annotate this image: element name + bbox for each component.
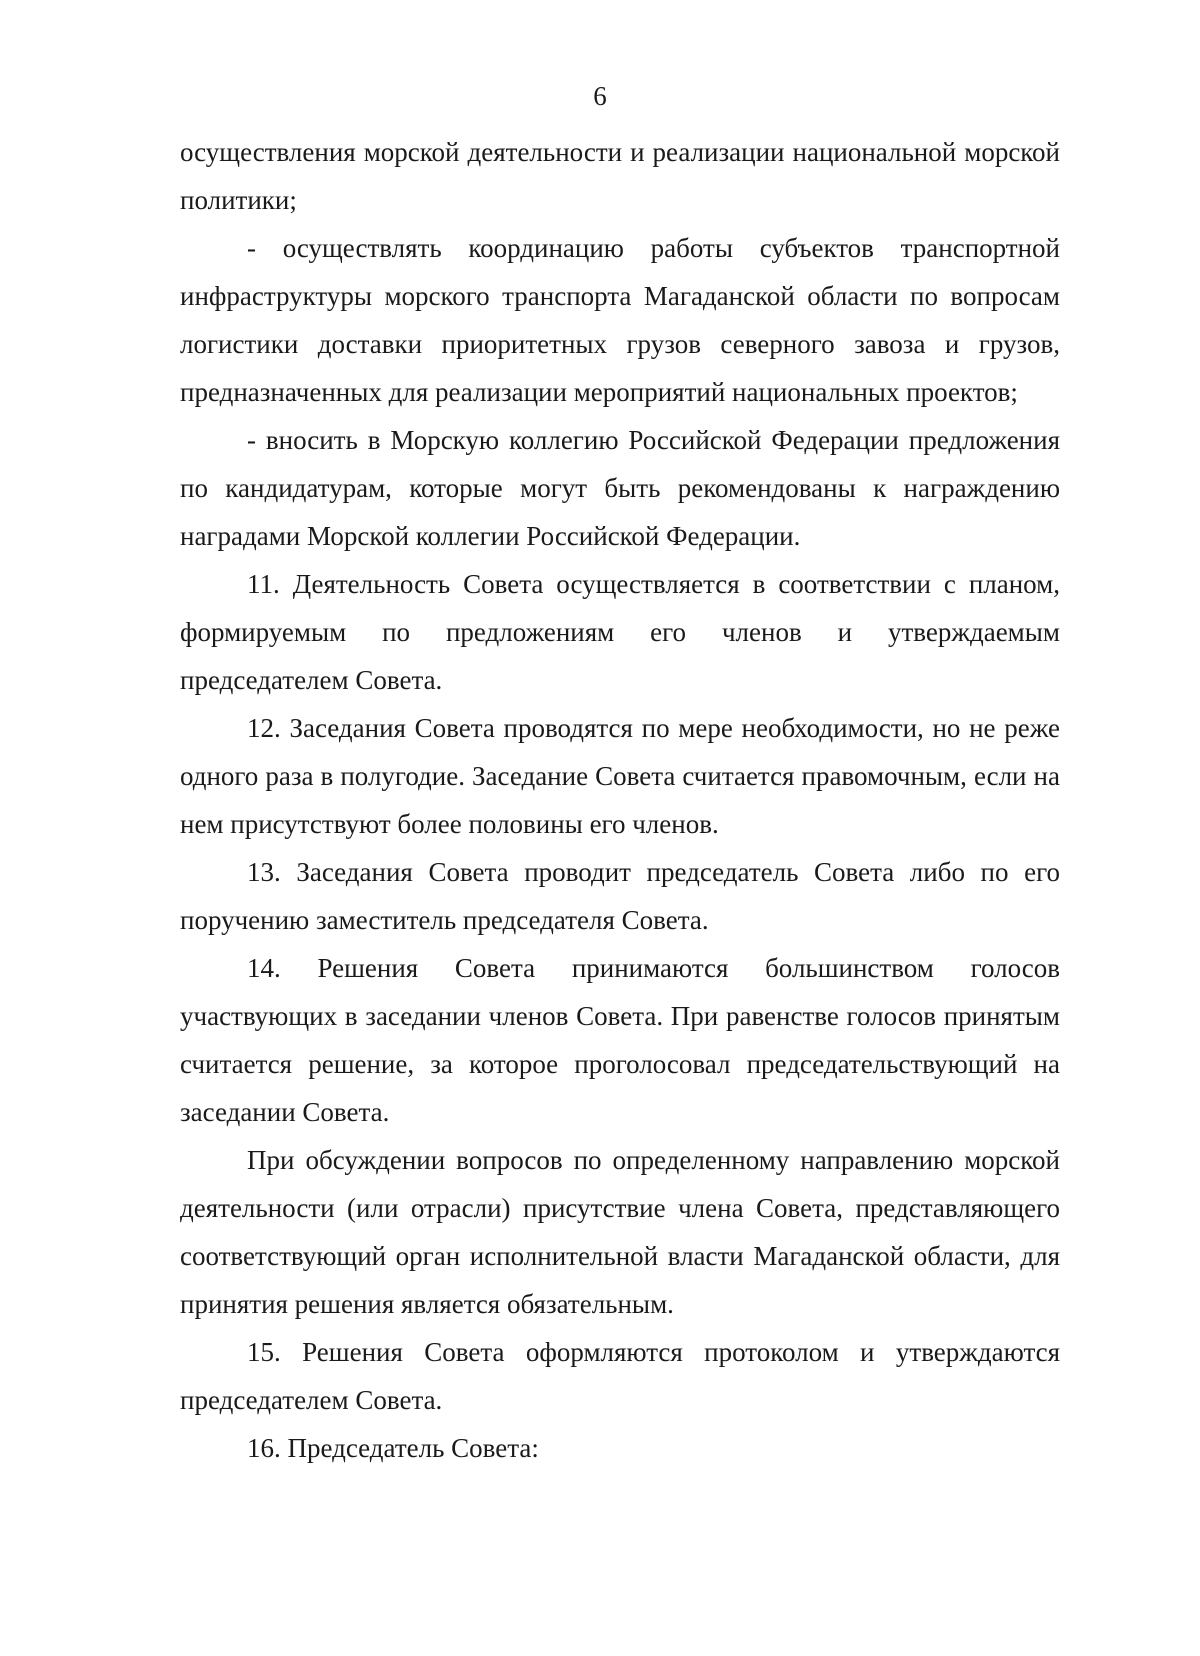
paragraph-item-14-note: При обсуждении вопросов по определенному направлению морской деятельности (или отрасли) присутствие члена Совета, представляющего соответствующий орган исполнительной власти Магаданской области, для принятия решения является обязательным. (180, 1145, 1060, 1319)
paragraph-proposals: - вносить в Морскую коллегию Российской Федерации предложения по кандидатурам, которые могут быть рекомендованы к награждению наградами Морской коллегии Российской Федерации. (180, 425, 1060, 551)
paragraph-item-11: 11. Деятельность Совета осуществляется в соответствии с планом, формируемым по предложениям его членов и утверждаемым председателем Совета. (180, 569, 1060, 695)
paragraph-item-14: 14. Решения Совета принимаются большинством голосов участвующих в заседании членов Совета. При равенстве голосов принятым считается решение, за которое проголосовал председательствующий на заседании Совета. (180, 953, 1060, 1127)
paragraph-item-13: 13. Заседания Совета проводит председатель Совета либо по его поручению заместитель председателя Совета. (180, 857, 1060, 935)
paragraph-item-16: 16. Председатель Совета: (247, 1433, 539, 1463)
page-number: 6 (593, 81, 607, 111)
paragraph-continuation: осуществления морской деятельности и реализации национальной морской политики; (180, 137, 1060, 215)
paragraph-item-15: 15. Решения Совета оформляются протоколом и утверждаются председателем Совета. (180, 1337, 1060, 1415)
document-body (180, 128, 1060, 1472)
paragraph-coordination: - осуществлять координацию работы субъектов транспортной инфраструктуры морского транспорта Магаданской области по вопросам логистики доставки приоритетных грузов северного завоза и грузов, предназначенных для реализации мероприятий национальных проектов; (180, 233, 1060, 407)
paragraph-item-12: 12. Заседания Совета проводятся по мере необходимости, но не реже одного раза в полугодие. Заседание Совета считается правомочным, если на нем присутствуют более половины его членов. (180, 713, 1060, 839)
